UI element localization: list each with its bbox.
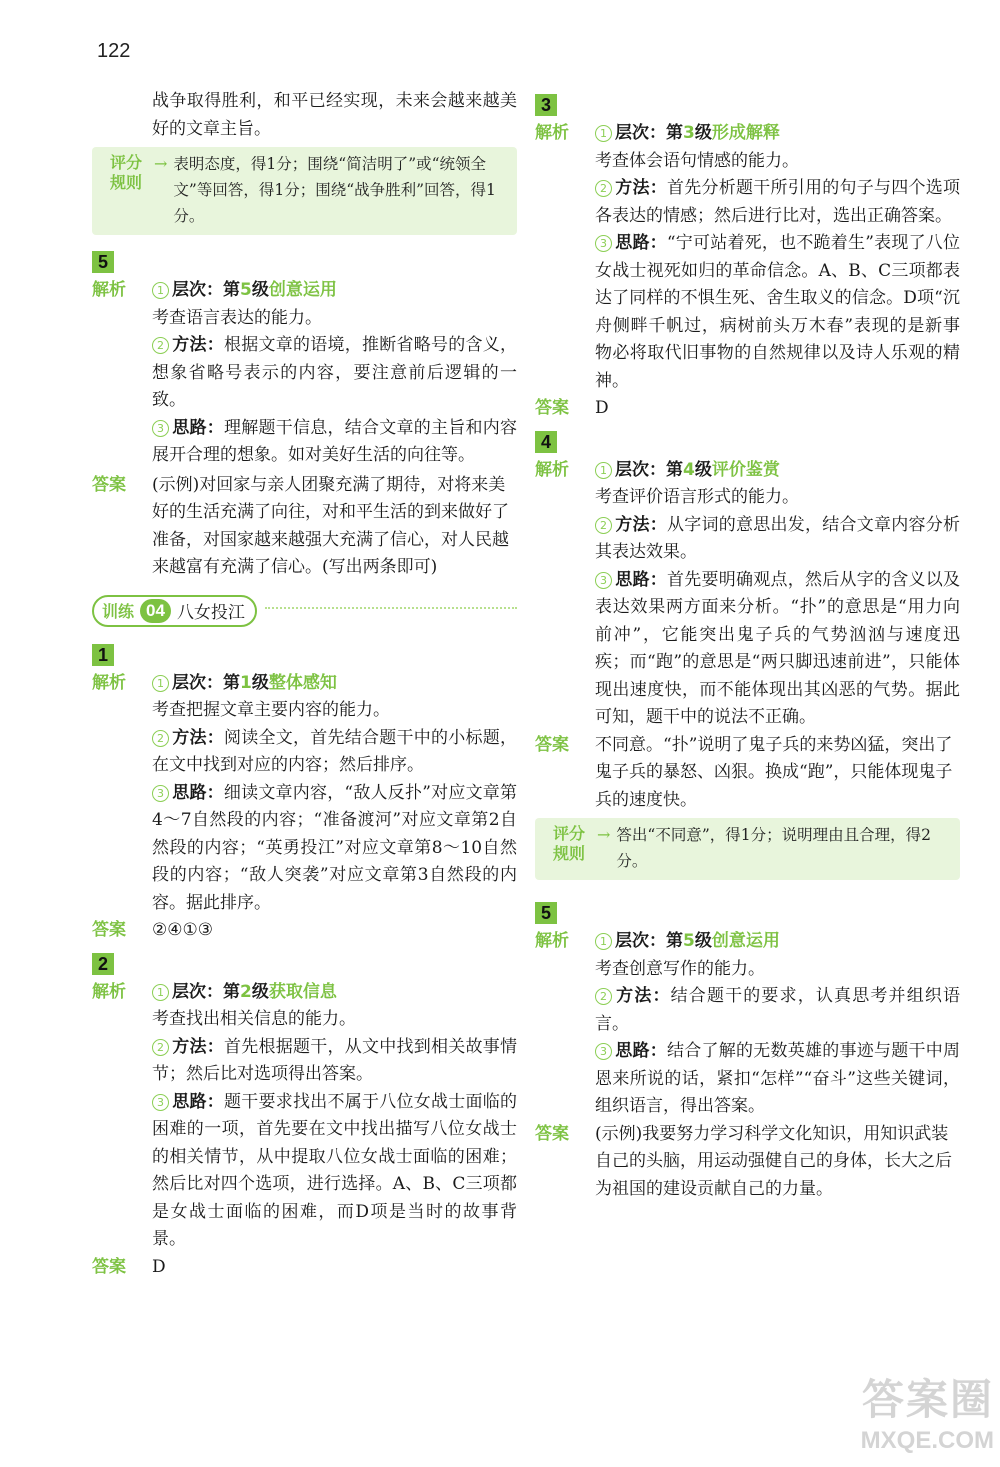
answer-block: 答案 (示例)对回家与亲人团聚充满了期待，对将来美好的生活充满了向往，对和平生活的到来做好了准备，对国家越来越强大充满了信心，对人民越来越富有充满了信心。(写出两条即可) <box>92 472 517 582</box>
answer-label: 答案 <box>535 1123 569 1144</box>
answer-label: 答案 <box>535 398 569 418</box>
circled-3-icon: 3 <box>595 235 612 252</box>
answer-label: 答案 <box>92 1256 126 1277</box>
banner-title: 八女投江 <box>176 603 245 623</box>
score-rule-box <box>535 818 960 880</box>
circled-3-icon: 3 <box>595 572 612 589</box>
analysis-label: 解析 <box>92 981 126 1002</box>
watermark: 答案圈 MXQE.COM <box>860 1376 994 1454</box>
analysis-block: 解析 1 层次：第3级形成解释 考查体会语句情感的能力。 2 方法：首先分析题干所引用的句子与四个选项各表达的情感；然后进行比对，选出正确答案。 3 思路：“宁可站着死，也不跪着生”表现了八位女战士视死如归的革命信念。A、B、C三项都表达了同样的不惧生死、舍生取义的信念。D项“沉舟侧畔千帆过，病树前头万木春”表现的是新事物必将取代旧事物的自然规律以及诗人乐观的精神。 <box>535 120 960 395</box>
banner-label: 训练 <box>102 602 135 621</box>
section-banner <box>92 594 517 628</box>
score-rule-tag: 评分 规则 <box>109 153 142 192</box>
arrow-icon: → <box>597 825 611 844</box>
circled-3-icon: 3 <box>152 1094 169 1111</box>
answer-label: 答案 <box>92 474 126 495</box>
answer-label: 答案 <box>92 920 126 940</box>
intro-text: 战争取得胜利，和平已经实现，未来会越来越美好的文章主旨。 <box>152 91 517 139</box>
page-number: 122 <box>97 40 131 62</box>
analysis-label: 解析 <box>535 459 569 480</box>
answer-label: 答案 <box>535 734 569 755</box>
analysis-block: 解析 1 层次：第5级创意运用 考查创意写作的能力。 2 方法：结合题干的要求，认真思考并组织语言。 3 思路：结合了解的无数英雄的事迹与题干中周恩来所说的话，紧扣“怎样”“奋斗”这些关键词，组织语言，得出答案。 <box>535 928 960 1121</box>
answer-block: 答案 不同意。“扑”说明了鬼子兵的来势凶猛，突出了鬼子兵的暴怒、凶狠。换成“跑”，只能体现鬼子兵的速度快。 <box>535 732 960 815</box>
answer-block: 答案 ②④①③ <box>92 917 517 945</box>
analysis-label: 解析 <box>535 123 569 143</box>
circled-2-icon: 2 <box>595 988 612 1005</box>
banner-divider <box>265 607 517 615</box>
analysis-block: 解析 1 层次：第2级获取信息 考查找出相关信息的能力。 2 方法：首先根据题干，从文中找到相关故事情节；然后比对选项得出答案。 3 思路：题干要求找出不属于八位女战士面临的困难的一项，首先要在文中找出描写八位女战士的相关情节，从中提取八位女战士面临的困难；然后比对四个选项，进行选择。A、B、C三项都是女战士面临的困难，而D项是当时的故事背景。 <box>92 979 517 1254</box>
circled-3-icon: 3 <box>595 1043 612 1060</box>
analysis-block: 解析 1 层次：第4级评价鉴赏 考查评价语言形式的能力。 2 方法：从字词的意思出发，结合文章内容分析其表达效果。 3 思路：首先要明确观点，然后从字的含义以及表达效果两方面来分析。“扑”的意思是“用力向前冲”，它能突出鬼子兵的气势汹汹与速度迅疾；而“跑”的意思是“两只脚迅速前进”，只能体现出速度快，而不能体现出其凶恶的气势。据此可知，题干中的说法不正确。 <box>535 457 960 732</box>
circled-3-icon: 3 <box>152 785 169 802</box>
right-column <box>535 88 960 1203</box>
question-number-4: 4 <box>535 431 557 453</box>
level-description: 考查创意写作的能力。 <box>595 958 765 979</box>
circled-2-icon: 2 <box>595 180 612 197</box>
arrow-icon: → <box>154 154 168 173</box>
circled-2-icon: 2 <box>595 517 612 534</box>
question-number-5: 5 <box>535 902 557 924</box>
score-rule-text: 表明态度，得1分；围绕“简洁明了”或“统领全文”等回答，得1分；围绕“战争胜利”回答，得1分。 <box>173 155 496 225</box>
score-rule-box <box>92 147 517 235</box>
circled-1-icon: 1 <box>152 675 169 692</box>
question-number-5: 5 <box>92 251 114 273</box>
level-description: 考查找出相关信息的能力。 <box>152 1009 356 1029</box>
analysis-label: 解析 <box>92 280 126 300</box>
answer-block: 答案 D <box>535 395 960 423</box>
level-description: 考查把握文章主要内容的能力。 <box>152 700 390 720</box>
question-number-1: 1 <box>92 644 114 666</box>
analysis-block: 解析 1 层次：第5级创意运用 考查语言表达的能力。 2 方法：根据文章的语境，推断省略号的含义，想象省略号表示的内容，要注意前后逻辑的一致。 3 思路：理解题干信息，结合文章的主旨和内容展开合理的想象。如对美好生活的向往等。 <box>92 277 517 470</box>
score-rule-text: 答出“不同意”，得1分；说明理由且合理，得2分。 <box>616 826 931 870</box>
circled-3-icon: 3 <box>152 420 169 437</box>
answer-block: 答案 (示例)我要努力学习科学文化知识，用知识武装自己的头脑，用运动强健自己的身体，长大之后为祖国的建设贡献自己的力量。 <box>535 1121 960 1204</box>
question-number-3: 3 <box>535 94 557 116</box>
circled-2-icon: 2 <box>152 1039 169 1056</box>
analysis-label: 解析 <box>92 672 126 693</box>
circled-2-icon: 2 <box>152 337 169 354</box>
analysis-label: 解析 <box>535 931 569 951</box>
score-rule-tag: 评分 规则 <box>552 824 585 863</box>
banner-number: 04 <box>140 599 171 623</box>
level-description: 考查评价语言形式的能力。 <box>595 487 799 507</box>
analysis-block: 解析 1 层次：第1级整体感知 考查把握文章主要内容的能力。 2 方法：阅读全文，首先结合题干中的小标题，在文中找到对应的内容；然后排序。 3 思路：细读文章内容，“敌人反扑”对应文章第4～7自然段的内容；“准备渡河”对应文章第2自然段的内容；“英勇投江”对应文章第8～10自然段的内容；“敌人突袭”对应文章第3自然段的内容。据此排序。 <box>92 670 517 918</box>
level-description: 考查语言表达的能力。 <box>152 307 322 328</box>
left-column <box>92 88 517 1281</box>
circled-1-icon: 1 <box>152 984 169 1001</box>
circled-2-icon: 2 <box>152 730 169 747</box>
circled-1-icon: 1 <box>595 462 612 479</box>
circled-1-icon: 1 <box>595 125 612 142</box>
level-description: 考查体会语句情感的能力。 <box>595 150 799 171</box>
answer-block: 答案 D <box>92 1254 517 1282</box>
circled-1-icon: 1 <box>152 282 169 299</box>
question-number-2: 2 <box>92 953 114 975</box>
circled-1-icon: 1 <box>595 933 612 950</box>
